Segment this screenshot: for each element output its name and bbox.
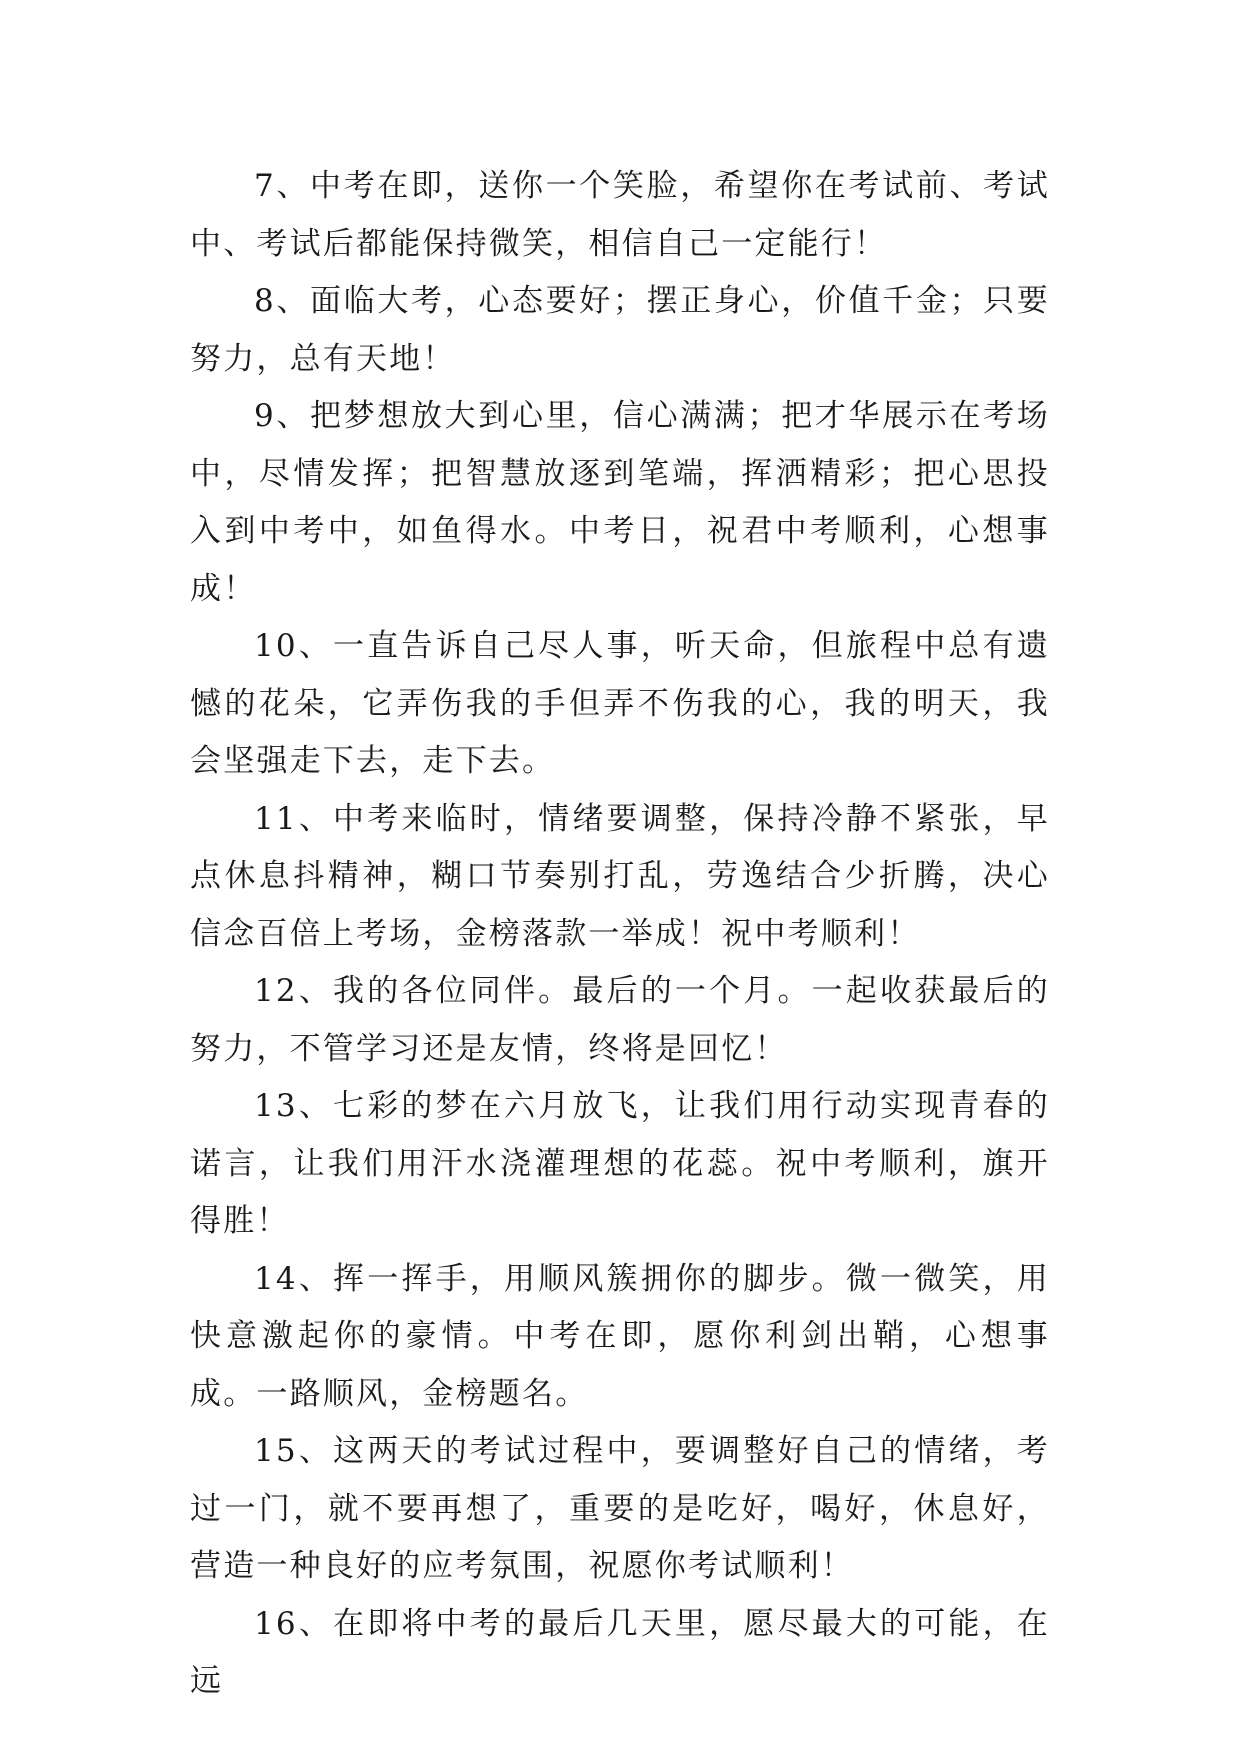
paragraph-11: 11、中考来临时，情绪要调整，保持冷静不紧张，早点休息抖精神，糊口节奏别打乱，劳逸结合少折腾，决心信念百倍上考场，金榜落款一举成！祝中考顺利！ xyxy=(190,800,1050,952)
paragraph-8: 8、面临大考，心态要好；摆正身心，价值千金；只要努力，总有天地！ xyxy=(190,283,1050,377)
paragraph-13: 13、七彩的梦在六月放飞，让我们用行动实现青春的诺言，让我们用汗水浇灌理想的花蕊。祝中考顺利，旗开得胜！ xyxy=(190,1088,1050,1239)
paragraph-9: 9、把梦想放大到心里，信心满满；把才华展示在考场中，尽情发挥；把智慧放逐到笔端，挥洒精彩；把心思投入到中考中，如鱼得水。中考日，祝君中考顺利，心想事成！ xyxy=(190,398,1050,607)
paragraph-12: 12、我的各位同伴。最后的一个月。一起收获最后的努力，不管学习还是友情，终将是回忆！ xyxy=(190,973,1050,1067)
document-body xyxy=(190,158,1050,1711)
paragraph-14: 14、挥一挥手，用顺风簇拥你的脚步。微一微笑，用快意激起你的豪情。中考在即，愿你利剑出鞘，心想事成。一路顺风，金榜题名。 xyxy=(190,1260,1050,1412)
paragraph-16: 16、在即将中考的最后几天里，愿尽最大的可能，在远 xyxy=(190,1605,1050,1699)
paragraph-15: 15、这两天的考试过程中，要调整好自己的情绪，考过一门，就不要再想了，重要的是吃好，喝好，休息好，营造一种良好的应考氛围，祝愿你考试顺利！ xyxy=(190,1433,1050,1584)
paragraph-7: 7、中考在即，送你一个笑脸，希望你在考试前、考试中、考试后都能保持微笑，相信自己一定能行！ xyxy=(190,168,1050,262)
paragraph-10: 10、一直告诉自己尽人事，听天命，但旅程中总有遗憾的花朵，它弄伤我的手但弄不伤我的心，我的明天，我会坚强走下去，走下去。 xyxy=(190,628,1050,779)
